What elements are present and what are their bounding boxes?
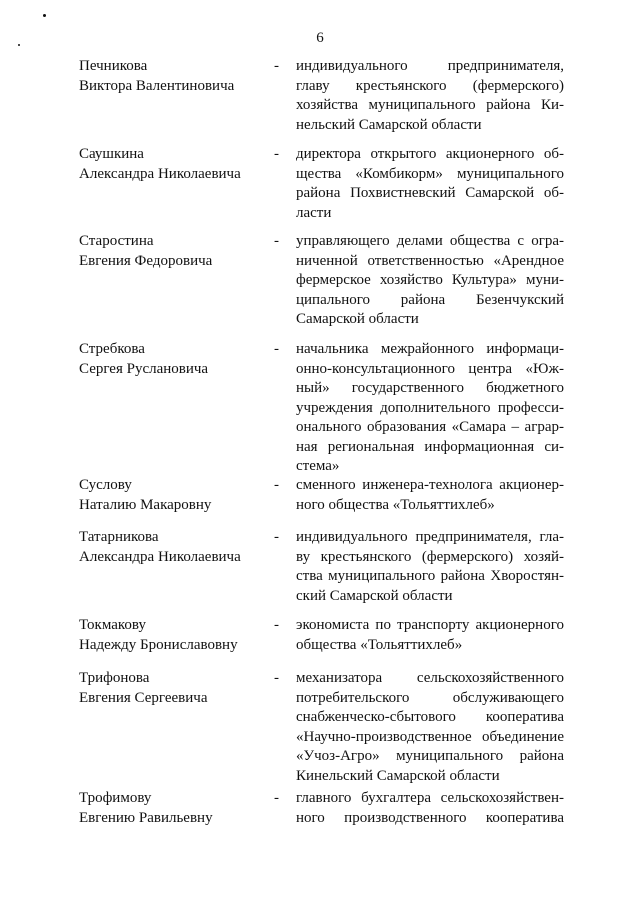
position-line: нельский Самарской области — [296, 116, 482, 133]
position-line: «Учоз-Агро» муниципального района — [296, 748, 564, 764]
position-line: ного общества «Тольяттихлеб» — [296, 496, 495, 513]
entry-dash: - — [274, 790, 279, 806]
position-line: начальника межрайонного информаци- — [296, 341, 564, 357]
position-line: экономиста по транспорту акционерного — [296, 617, 564, 633]
position-line: «Научно-производственное объединение — [296, 728, 564, 745]
scan-speck — [43, 14, 46, 17]
position-line: индивидуального предпринимателя, гла- — [296, 529, 564, 545]
position-description — [296, 57, 564, 135]
position-line: стема» — [296, 458, 340, 474]
person-surname: Саушкина — [79, 146, 144, 162]
position-line: ниченной ответственностью «Арендное — [296, 252, 564, 269]
person-given-names: Александра Николаевича — [79, 165, 241, 182]
entry-dash: - — [274, 477, 279, 493]
person-surname: Печникова — [79, 58, 148, 74]
entry-dash: - — [274, 670, 279, 686]
position-line: ласти — [296, 204, 332, 221]
position-description — [296, 340, 564, 477]
position-line: снабженческо-сбытового кооператива — [296, 709, 564, 725]
position-line: учреждения дополнительного професси- — [296, 399, 564, 416]
scan-speck — [18, 44, 20, 46]
person-given-names: Евгения Федоровича — [79, 252, 213, 269]
person-name — [79, 528, 269, 567]
person-name — [79, 340, 269, 379]
position-description — [296, 616, 564, 655]
entry-dash: - — [274, 233, 279, 249]
person-given-names: Надежду Брониславовну — [79, 636, 238, 653]
position-line: Кинельский Самарской области — [296, 767, 500, 784]
position-line: директора открытого акционерного об- — [296, 146, 564, 162]
position-line: района Похвистневский Самарской об- — [296, 185, 564, 201]
position-line: общества «Тольяттихлеб» — [296, 636, 463, 653]
person-given-names: Виктора Валентиновича — [79, 77, 235, 94]
person-surname: Трифонова — [79, 670, 150, 686]
position-line: онно-консультационного центра «Юж- — [296, 360, 564, 377]
person-surname: Токмакову — [79, 617, 146, 633]
person-surname: Суслову — [79, 477, 132, 493]
entry-dash: - — [274, 58, 279, 74]
person-name — [79, 232, 269, 271]
position-line: ву крестьянского (фермерского) хозяй- — [296, 548, 564, 565]
person-given-names: Сергея Руслановича — [79, 360, 209, 377]
position-line: потребительского обслуживающего — [296, 689, 564, 706]
position-description — [296, 789, 564, 828]
position-line: ства муниципального района Хворостян- — [296, 568, 564, 584]
position-line: механизатора сельскохозяйственного — [296, 670, 564, 686]
position-line: сменного инженера-технолога акционер- — [296, 477, 564, 493]
entry-dash: - — [274, 146, 279, 162]
person-name — [79, 669, 269, 708]
position-description — [296, 476, 564, 515]
position-line: ного производственного кооператива — [296, 809, 564, 826]
person-surname: Трофимову — [79, 790, 152, 806]
position-line: управляющего делами общества с огра- — [296, 233, 564, 249]
person-given-names: Евгению Равильевну — [79, 809, 213, 826]
position-line: ский Самарской области — [296, 587, 453, 604]
position-line: индивидуального предпринимателя, — [296, 58, 564, 74]
person-given-names: Александра Николаевича — [79, 548, 241, 565]
person-given-names: Евгения Сергеевича — [79, 689, 208, 706]
position-description — [296, 528, 564, 606]
position-line: главу крестьянского (фермерского) — [296, 77, 564, 94]
person-given-names: Наталию Макаровну — [79, 496, 212, 513]
position-description — [296, 232, 564, 330]
person-name — [79, 145, 269, 184]
entry-dash: - — [274, 341, 279, 357]
person-name — [79, 57, 269, 96]
person-name — [79, 476, 269, 515]
person-surname: Татарникова — [79, 529, 159, 545]
page-number: 6 — [316, 30, 324, 46]
position-line: хозяйства муниципального района Ки- — [296, 97, 564, 113]
position-line: ципального района Безенчукский — [296, 291, 564, 308]
position-description — [296, 669, 564, 786]
position-description — [296, 145, 564, 223]
person-surname: Стребкова — [79, 341, 145, 357]
position-line: главного бухгалтера сельскохозяйствен- — [296, 790, 564, 806]
person-name — [79, 616, 269, 655]
position-line: онального образования «Самара – аграр- — [296, 419, 564, 435]
position-line: ная региональная информационная си- — [296, 438, 564, 455]
person-name — [79, 789, 269, 828]
person-surname: Старостина — [79, 233, 154, 249]
position-line: ный» государственного бюджетного — [296, 380, 564, 396]
entry-dash: - — [274, 617, 279, 633]
position-line: Самарской области — [296, 311, 419, 327]
position-line: щества «Комбикорм» муниципального — [296, 165, 564, 182]
entry-dash: - — [274, 529, 279, 545]
position-line: фермерское хозяйство Культура» муни- — [296, 272, 564, 288]
